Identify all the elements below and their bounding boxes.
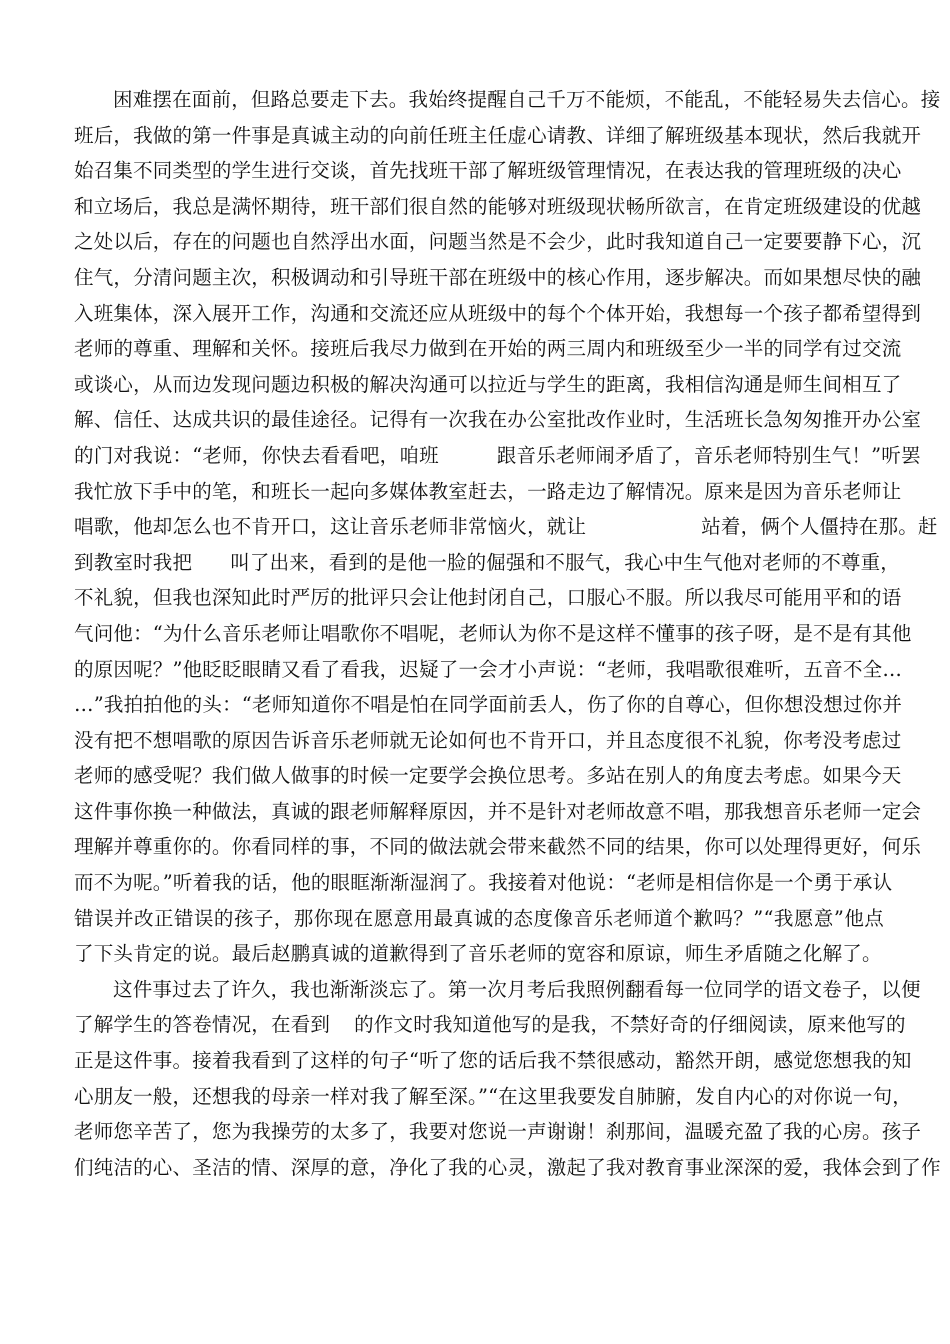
paragraph-line: 住气，分清问题主次，积极调动和引导班干部在班级中的核心作用，逐步解决。而如果想尽快的融 — [74, 265, 922, 289]
paragraph-line: 了下头肯定的说。最后赵鹏真诚的道歉得到了音乐老师的宽容和原谅，师生矛盾随之化解了。 — [74, 942, 882, 966]
text-segment: 跟音乐老师闹矛盾了，音乐老师特别生气！”听罢 — [496, 443, 921, 467]
text-segment: 唱歌，他却怎么也不肯开口，这让音乐老师非常恼火，就让 — [74, 515, 587, 539]
paragraph-line: 之处以后，存在的问题也自然浮出水面，问题当然是不会少，此时我知道自己一定要要静下心，沉 — [74, 230, 922, 254]
paragraph-line: 我忙放下手中的笔，和班长一起向多媒体教室赶去，一路走边了解情况。原来是因为音乐老师让 — [74, 479, 902, 503]
paragraph-line-with-gap — [74, 509, 938, 545]
paragraph-line-with-gap — [74, 1007, 906, 1043]
text-segment: 的门对我说：“老师，你快去看看吧，咱班 — [74, 443, 439, 467]
text-segment: 站着，俩个人僵持在那。赶 — [701, 515, 938, 539]
text-segment: 的作文时我知道他写的是我，不禁好奇的仔细阅读，原来他写的 — [354, 1013, 906, 1037]
paragraph-line: 的原因呢？”他眨眨眼睛又看了看我，迟疑了一会才小声说：“老师，我唱歌很难听，五音不全… — [74, 657, 903, 681]
paragraph-line: 正是这件事。接着我看到了这样的句子“听了您的话后我不禁很感动，豁然开朗，感觉您想我的知 — [74, 1049, 912, 1073]
paragraph-line: 和立场后，我总是满怀期待，班干部们很自然的能够对班级现状畅所欲言，在肯定班级建设的优越 — [74, 194, 922, 218]
text-segment: 了解学生的答卷情况，在看到 — [74, 1013, 331, 1037]
paragraph-line: 老师的尊重、理解和关怀。接班后我尽力做到在开始的两三周内和班级至少一半的同学有过交流 — [74, 337, 902, 361]
paragraph-line: 理解并尊重你的。你看同样的事，不同的做法就会带来截然不同的结果，你可以处理得更好，何乐 — [74, 835, 922, 859]
paragraph-line: …”我拍拍他的头：“老师知道你不唱是怕在同学面前丢人，伤了你的自尊心，但你想没想过你并 — [74, 693, 903, 717]
text-segment: 叫了出来，看到的是他一脸的倔强和不服气，我心中生气他对老师的不尊重， — [230, 550, 901, 574]
paragraph-line: 而不为呢。”听着我的话，他的眼眶渐渐湿润了。我接着对他说：“老师是相信你是一个勇于承认 — [74, 871, 893, 895]
paragraph-line: 没有把不想唱歌的原因告诉音乐老师就无论如何也不肯开口，并且态度很不礼貌，你考没考虑过 — [74, 728, 902, 752]
paragraph-line: 气问他：“为什么音乐老师让唱歌你不唱呢，老师认为你不是这样不懂事的孩子呀，是不是有其他 — [74, 621, 912, 645]
paragraph-line: 困难摆在面前，但路总要走下去。我始终提醒自己千万不能烦，不能乱，不能轻易失去信心。接 — [113, 88, 941, 111]
paragraph-line: 班后，我做的第一件事是真诚主动的向前任班主任虚心请教、详细了解班级基本现状，然后我就开 — [74, 123, 922, 147]
paragraph-line: 解、信任、达成共识的最佳途径。记得有一次我在办公室批改作业时，生活班长急匆匆推开办公室 — [74, 408, 922, 432]
paragraph-line: 错误并改正错误的孩子，那你现在愿意用最真诚的态度像音乐老师道个歉吗？”“我愿意”他点 — [74, 906, 884, 930]
paragraph-line: 始召集不同类型的学生进行交谈，首先找班干部了解班级管理情况，在表达我的管理班级的决心 — [74, 159, 902, 183]
paragraph-line-with-gap — [74, 438, 921, 474]
paragraph-line: 这件事你换一种做法，真诚的跟老师解释原因，并不是针对老师故意不唱，那我想音乐老师一定会 — [74, 799, 922, 823]
paragraph-line: 们纯洁的心、圣洁的情、深厚的意，净化了我的心灵，激起了我对教育事业深深的爱，我体会到了作 — [74, 1155, 941, 1179]
text-segment: 到教室时我把 — [74, 550, 193, 574]
paragraph-line: 心朋友一般，还想我的母亲一样对我了解至深。”“在这里我要发自肺腑，发自内心的对你说一句， — [74, 1084, 912, 1108]
paragraph-line: 这件事过去了许久，我也渐渐淡忘了。第一次月考后我照例翻看每一位同学的语文卷子，以便 — [113, 977, 921, 1001]
document-body — [74, 82, 941, 1185]
paragraph-line: 不礼貌，但我也深知此时严厉的批评只会让他封闭自己，口服心不服。所以我尽可能用平和的语 — [74, 586, 902, 610]
paragraph-line: 老师的感受呢？我们做人做事的时候一定要学会换位思考。多站在别人的角度去考虑。如果今天 — [74, 764, 902, 788]
paragraph-line: 老师您辛苦了，您为我操劳的太多了，我要对您说一声谢谢！刹那间，温暖充盈了我的心房。孩子 — [74, 1120, 922, 1144]
paragraph-line: 或谈心，从而边发现问题边积极的解决沟通可以拉近与学生的距离，我相信沟通是师生间相互了 — [74, 372, 902, 396]
paragraph-line-with-gap — [74, 545, 901, 581]
paragraph-line: 入班集体，深入展开工作，沟通和交流还应从班级中的每个个体开始，我想每一个孩子都希望得到 — [74, 301, 922, 325]
